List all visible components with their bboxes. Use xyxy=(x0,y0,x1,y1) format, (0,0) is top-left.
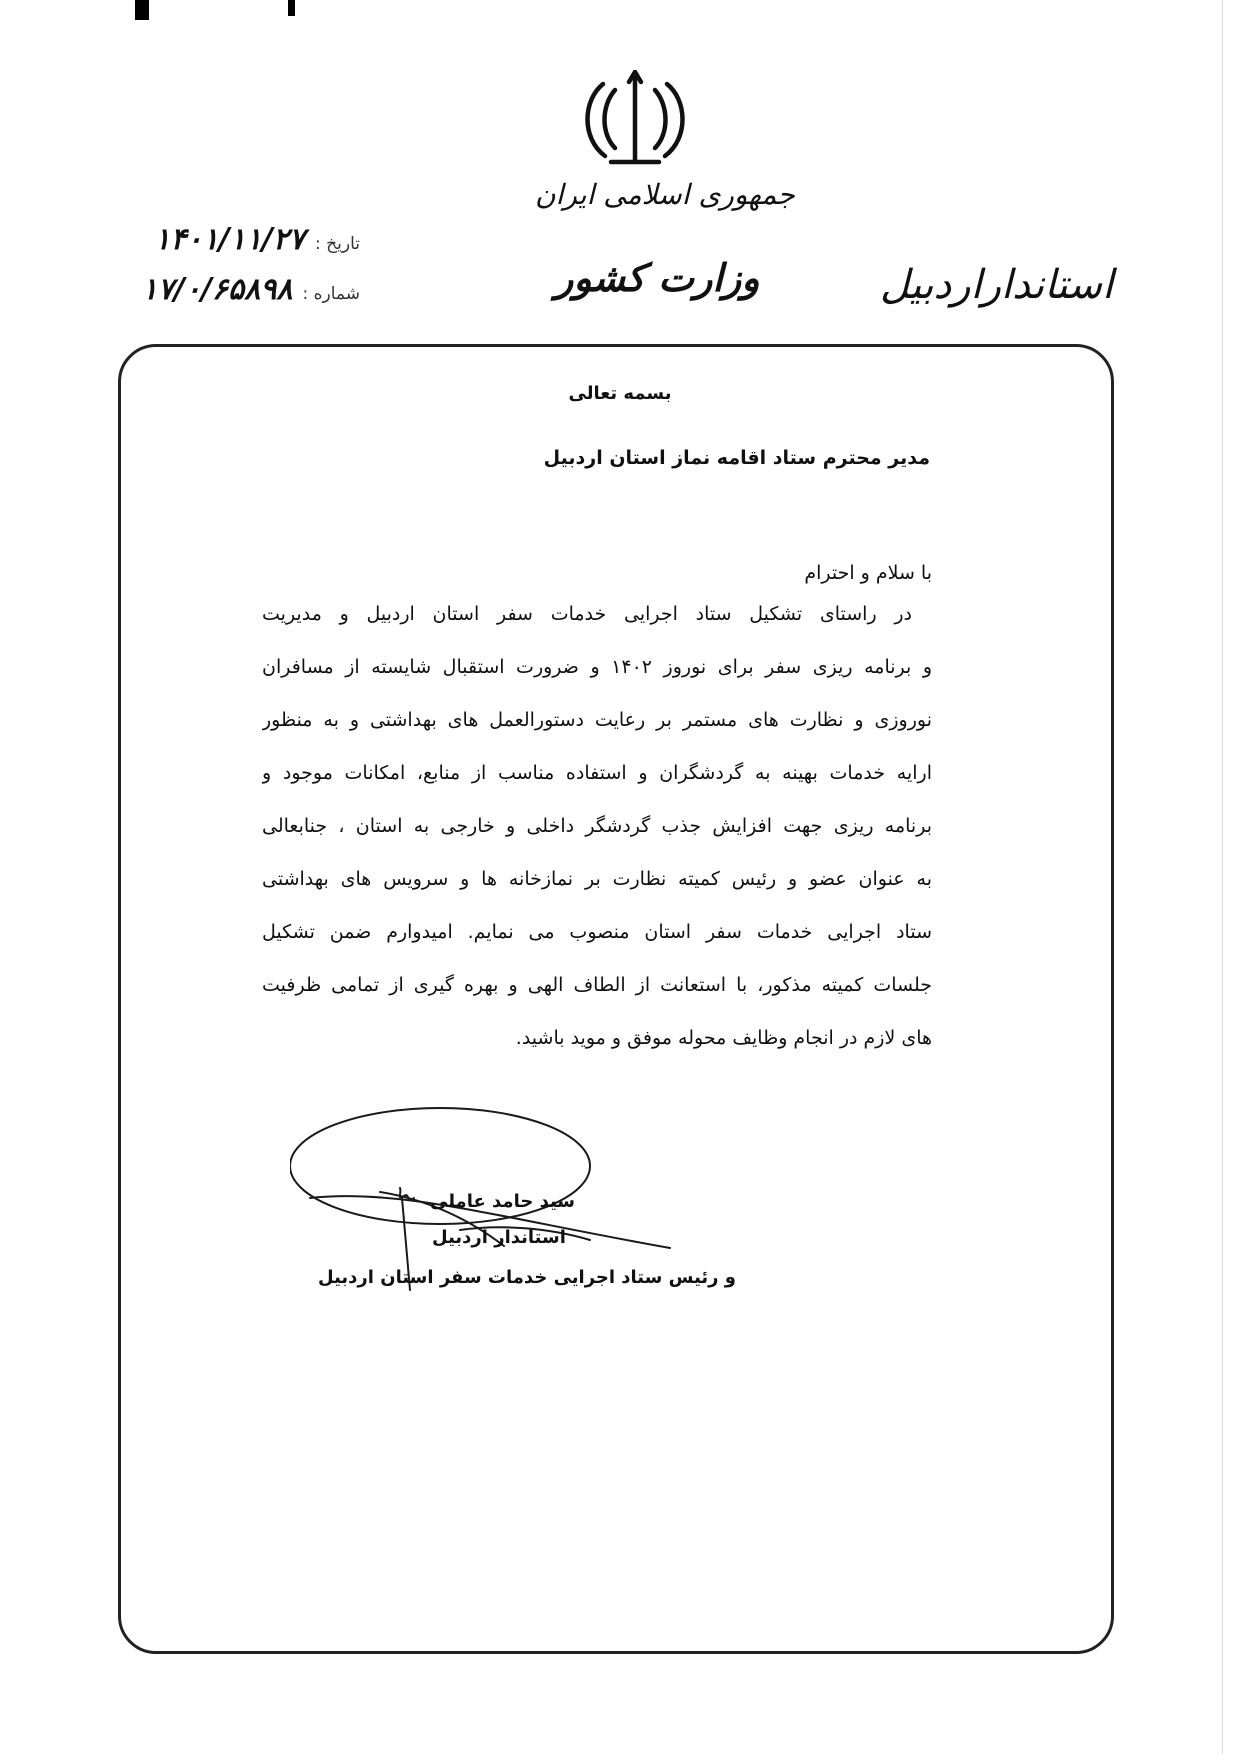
scan-mark-right xyxy=(288,0,295,16)
handwritten-signature xyxy=(290,1100,690,1330)
body-line: ستاد اجرایی خدمات سفر استان منصوب می نمایم. امیدوارم ضمن تشکیل xyxy=(262,921,932,943)
number-value: ۱۷/۰/۶۵۸۹۸ xyxy=(141,272,293,307)
greeting: با سلام و احترام xyxy=(804,562,932,584)
republic-name: جمهوری اسلامی ایران xyxy=(535,178,795,211)
body-line: برنامه ریزی جهت افزایش جذب گردشگر داخلی و خارجی به استان ، جنابعالی xyxy=(262,815,932,837)
number-label: شماره : xyxy=(302,284,360,304)
date-label: تاریخ : xyxy=(315,234,360,254)
body-line: در راستای تشکیل ستاد اجرایی خدمات سفر استان اردبیل و مدیریت xyxy=(262,603,912,625)
letter-number xyxy=(110,272,360,307)
signer-name: سید حامد عاملی xyxy=(430,1191,576,1212)
letter-date xyxy=(110,222,360,257)
body-line: به عنوان عضو و رئیس کمیته نظارت بر نمازخانه ها و سرویس های بهداشتی xyxy=(262,868,932,890)
ministry-name: وزارت کشور xyxy=(555,255,760,300)
iran-emblem-icon xyxy=(575,70,695,170)
date-value: ۱۴۰۱/۱۱/۲۷ xyxy=(154,222,306,257)
scan-mark-left xyxy=(135,0,149,20)
governorate-name: استانداراردبیل xyxy=(880,262,1114,308)
body-line: و برنامه ریزی سفر برای نوروز ۱۴۰۲ و ضرورت استقبال شایسته از مسافران xyxy=(262,656,932,678)
recipient-line: مدیر محترم ستاد اقامه نماز استان اردبیل xyxy=(543,447,930,469)
signer-role: و رئیس ستاد اجرایی خدمات سفر استان اردبیل xyxy=(318,1267,736,1288)
body-line: های لازم در انجام وظایف محوله موفق و موید باشید. xyxy=(515,1027,932,1049)
body-line: جلسات کمیته مذکور، با استعانت از الطاف الهی و بهره گیری از تمامی ظرفیت xyxy=(262,974,932,996)
scan-edge-line xyxy=(1222,0,1223,1754)
invocation: بسمه تعالی xyxy=(568,383,672,404)
body-line: نوروزی و نظارت های مستمر بر رعایت دستورالعمل های بهداشتی و به منظور xyxy=(262,709,932,731)
body-line: ارایه خدمات بهینه به گردشگران و استفاده مناسب از منابع، امکانات موجود و xyxy=(262,762,932,784)
signer-title: استاندار اردبیل xyxy=(432,1227,566,1248)
letter-frame xyxy=(118,344,1114,1654)
